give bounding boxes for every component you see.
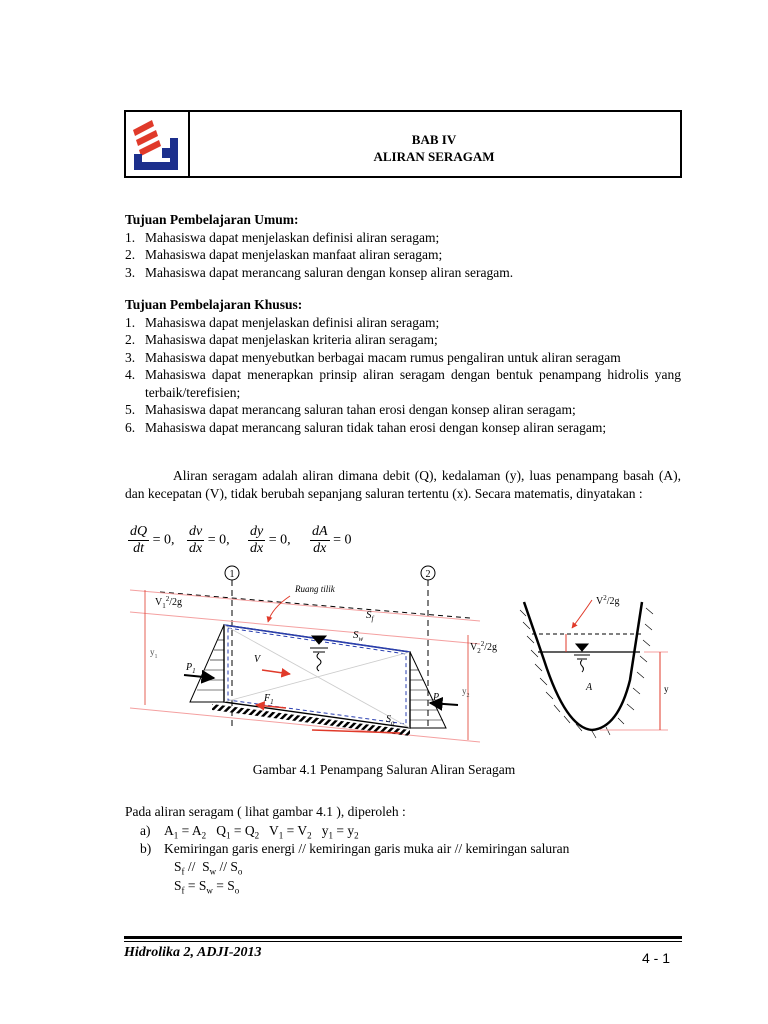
ruang-tilik-label: Ruang tilik xyxy=(295,584,335,594)
p2-arrow xyxy=(430,703,458,705)
channel-bed xyxy=(212,704,410,736)
sw-label: $S_w$ xyxy=(353,629,364,643)
svg-text:2: 2 xyxy=(425,569,431,580)
cross-section-channel xyxy=(524,602,642,730)
header-title-block xyxy=(188,112,680,176)
svg-text:1: 1 xyxy=(229,569,235,580)
list-item: 4. Mahasiswa dapat menerapkan prinsip aliran seragam dengan bentuk penampang hidrolis yang terbaik/terefisien; xyxy=(125,367,681,400)
equality-a-expression: $A_1 = A_2$ $Q_1 = Q_2$ $V_1 = V_2$ $y_1 = y_2$ xyxy=(164,823,359,841)
p1-arrow xyxy=(184,675,214,678)
list-item: 1. Mahasiswa dapat menjelaskan definisi aliran seragam; xyxy=(125,229,440,245)
chapter-number: BAB IV xyxy=(411,132,457,147)
chapter-header xyxy=(124,110,682,178)
page-number: 4 - 1 xyxy=(642,950,671,966)
logo xyxy=(126,112,190,176)
list-item: 2. Mahasiswa dapat menjelaskan kriteria aliran seragam; xyxy=(125,332,438,347)
y1-label: $y_1$ xyxy=(150,647,158,660)
v2-head-label: $V_2^2/2g$ xyxy=(470,640,498,655)
depth-label: y xyxy=(664,684,669,694)
footer-rule-thick xyxy=(124,936,682,939)
objectives-general-heading: Tujuan Pembelajaran Umum: xyxy=(125,212,299,227)
cross-section-hatch xyxy=(520,608,653,738)
y2-label: $y_2$ xyxy=(462,686,470,699)
equation-dv-dx: $\frac{dv}{dx}$ = 0, xyxy=(189,524,230,556)
equation-dy-dx: $\frac{dy}{dx}$ = 0, xyxy=(250,524,291,556)
footer-rule-thin xyxy=(124,941,682,942)
list-item: 2. Mahasiswa dapat menjelaskan manfaat aliran seragam; xyxy=(125,247,443,262)
list-item: 3. Mahasiswa dapat menyebutkan berbagai macam rumus pengaliran untuk aliran seragam xyxy=(125,349,621,365)
energy-grade-line xyxy=(160,592,470,618)
pressure-hatch-1 xyxy=(197,640,224,690)
water-surface-symbol xyxy=(310,636,328,671)
footer-title: Hidrolika 2, ADJI-2013 xyxy=(124,945,262,960)
p2-label: $P_2$ xyxy=(433,692,443,705)
condition-a: a) $A_1 = A_2$ $Q_1 = Q_2$ $V_1 = V_2$ $y_1 = y_2$ xyxy=(140,823,359,841)
slope-parallel-expression: $S_f // S_w // S_o$ xyxy=(174,859,243,877)
ruang-tilik-arrow xyxy=(268,596,290,622)
v1-head-label: $V_1^2/2g$ xyxy=(155,595,183,610)
area-label: A xyxy=(586,682,593,693)
sf-label: $S_f$ xyxy=(366,609,374,623)
list-item: 6. Mahasiswa dapat merancang saluran tidak tahan erosi dengan konsep aliran seragam; xyxy=(125,419,607,435)
diagonal-b xyxy=(224,652,410,702)
cross-section-head-label: $V^2/2g$ xyxy=(596,594,620,607)
so-label: $S_o$ xyxy=(386,714,395,727)
objectives-specific xyxy=(125,296,681,436)
institution-logo-icon xyxy=(126,112,186,176)
list-item: 3. Mahasiswa dapat merancang saluran dengan konsep aliran seragam. xyxy=(125,264,514,280)
v-label: V xyxy=(254,654,261,665)
chapter-title: ALIRAN SERAGAM xyxy=(373,149,495,164)
equation-da-dx: $\frac{dA}{dx}$ = 0 xyxy=(312,524,352,556)
equation-dq-dt: $\frac{dQ}{dt}$ = 0, xyxy=(130,524,175,556)
condition-b: b) Kemiringan garis energi // kemiringan garis muka air // kemiringan saluran xyxy=(140,841,570,856)
velocity-head-arrow xyxy=(572,600,592,628)
figure-uniform-flow xyxy=(0,560,768,760)
cross-section-water-symbol xyxy=(574,644,590,672)
pada-paragraph: Pada aliran seragam ( lihat gambar 4.1 ), diperoleh : xyxy=(125,804,406,819)
objectives-general xyxy=(125,211,681,281)
section-marker-1 xyxy=(225,566,239,580)
pressure-diagram-1 xyxy=(190,625,224,702)
intro-paragraph: Aliran seragam adalah aliran dimana debit (Q), kedalaman (y), luas penampang basah (A), dan kecepatan (V), tidak berubah sepanjang saluran tertentu (x). Secara matematis, dinyatakan : xyxy=(125,468,681,501)
objectives-specific-heading: Tujuan Pembelajaran Khusus: xyxy=(125,297,303,312)
list-item: 5. Mahasiswa dapat merancang saluran tahan erosi dengan konsep aliran seragam; xyxy=(125,402,576,417)
section-marker-2 xyxy=(421,566,435,580)
figure-caption: Gambar 4.1 Penampang Saluran Aliran Seragam xyxy=(252,762,516,777)
velocity-arrow xyxy=(262,670,290,674)
list-item: 1. Mahasiswa dapat menjelaskan definisi aliran seragam; xyxy=(125,314,440,330)
slope-equal-expression: $S_f = S_w = S_o$ xyxy=(174,878,240,896)
f1-label: $F_1$ xyxy=(264,693,274,706)
p1-label: $P_1$ xyxy=(186,662,196,675)
